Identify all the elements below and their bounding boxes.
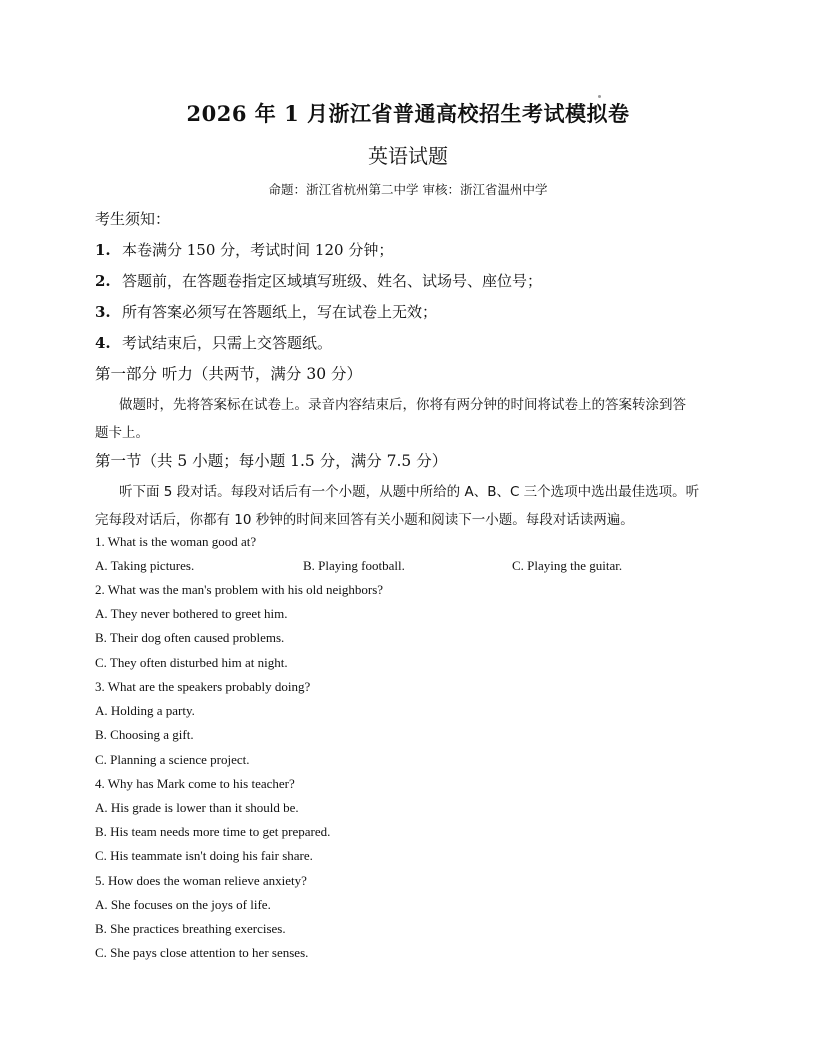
page-subtitle: 英语试题 (368, 144, 448, 168)
notice-item-number: 1. (95, 241, 111, 259)
part1-instruction: 题卡上。 (95, 425, 149, 441)
answer-option: A. Holding a party. (95, 703, 195, 718)
authors-line: 命题：浙江省杭州第二中学 审核：浙江省温州中学 (268, 182, 548, 197)
page-title: 2026 年 1 月浙江省普通高校招生考试模拟卷 (186, 101, 630, 126)
notice-item (95, 270, 542, 291)
answer-option: C. Playing the guitar. (512, 558, 623, 573)
answer-option: C. They often disturbed him at night. (95, 655, 288, 670)
answer-option: C. Planning a science project. (95, 752, 250, 767)
notice-item (95, 332, 332, 353)
question-stem: 2. What was the man's problem with his old neighbors? (95, 582, 384, 597)
answer-option: A. Taking pictures. (95, 558, 195, 573)
notice-item-text: 考试结束后，只需上交答题纸。 (122, 334, 333, 352)
answer-option: B. Choosing a gift. (95, 727, 194, 742)
notice-item-text: 本卷满分 150 分，考试时间 120 分钟； (122, 241, 394, 259)
notice-item (95, 301, 437, 322)
answer-option: B. His team needs more time to get prepared. (95, 824, 331, 839)
section1-heading: 第一节（共 5 小题；每小题 1.5 分，满分 7.5 分） (95, 452, 448, 470)
notice-item-text: 所有答案必须写在答题纸上，写在试卷上无效； (122, 303, 438, 321)
answer-option: B. She practices breathing exercises. (95, 921, 286, 936)
notice-item (95, 239, 393, 260)
section1-instruction: 听下面 5 段对话。每段对话后有一个小题，从题中所给的 A、B、C 三个选项中选出最佳选项。听 (119, 484, 700, 500)
question-stem: 1. What is the woman good at? (95, 534, 257, 549)
answer-option: A. She focuses on the joys of life. (95, 897, 271, 912)
notice-heading: 考生须知： (95, 210, 171, 228)
notice-item-number: 3. (95, 303, 111, 321)
notice-item-text: 答题前，在答题卷指定区域填写班级、姓名、试场号、座位号； (122, 272, 543, 290)
answer-option: B. Playing football. (303, 558, 405, 573)
part1-instruction: 做题时，先将答案标在试卷上。录音内容结束后，你将有两分钟的时间将试卷上的答案转涂到答 (119, 397, 686, 413)
answer-option: C. His teammate isn't doing his fair share. (95, 848, 313, 863)
answer-option: C. She pays close attention to her senses. (95, 945, 309, 960)
part1-heading: 第一部分 听力（共两节，满分 30 分） (95, 365, 363, 383)
question-stem: 4. Why has Mark come to his teacher? (95, 776, 295, 791)
section1-instruction: 完每段对话后，你都有 10 秒钟的时间来回答有关小题和阅读下一小题。每段对话读两遍。 (95, 512, 634, 528)
answer-option: A. They never bothered to greet him. (95, 606, 288, 621)
answer-option: B. Their dog often caused problems. (95, 630, 285, 645)
notice-item-number: 4. (95, 334, 111, 352)
question-stem: 3. What are the speakers probably doing? (95, 679, 311, 694)
notice-item-number: 2. (95, 272, 111, 290)
answer-option: A. His grade is lower than it should be. (95, 800, 299, 815)
question-stem: 5. How does the woman relieve anxiety? (95, 873, 307, 888)
